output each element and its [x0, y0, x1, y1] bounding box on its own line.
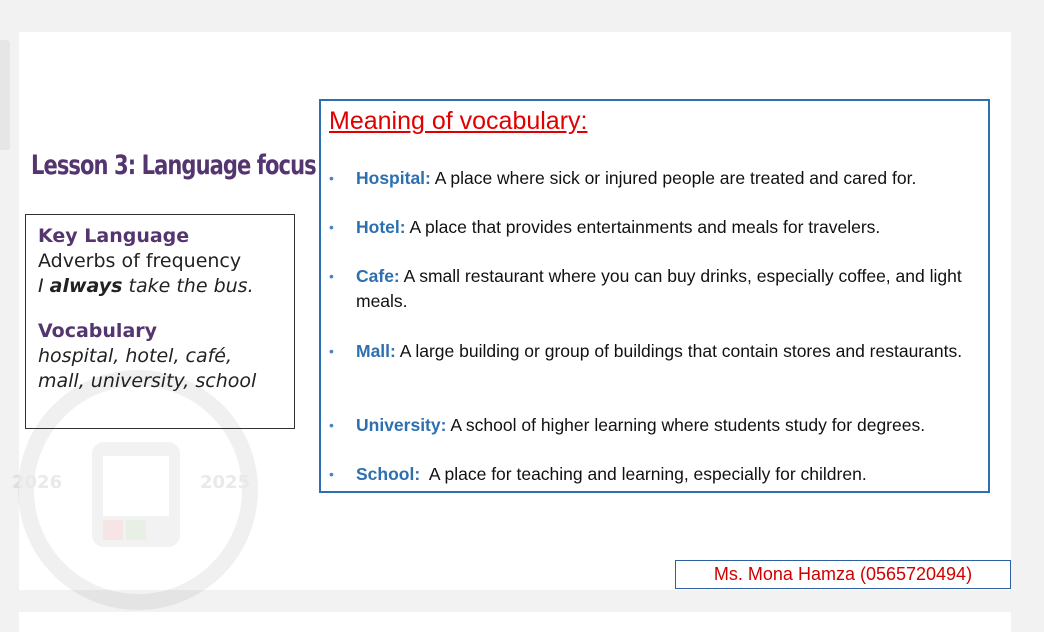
next-slide-preview[interactable] [19, 612, 1011, 632]
watermark-year-right: 2025 [200, 472, 251, 493]
bullet-icon: • [329, 170, 334, 186]
side-scroll-tab[interactable] [0, 40, 10, 150]
vocab-term: Cafe: [356, 266, 400, 286]
vocab-item-cafe [329, 264, 979, 314]
vocab-definition: A small restaurant where you can buy drinks, especially coffee, and light meals. [356, 266, 962, 311]
vocab-item-university [329, 413, 979, 438]
bullet-icon: • [329, 268, 334, 284]
bullet-icon: • [329, 417, 334, 433]
key-language-box [25, 214, 295, 429]
bullet-icon: • [329, 466, 334, 482]
author-credit: Ms. Mona Hamza (0565720494) [675, 560, 1011, 589]
bullet-icon: • [329, 343, 334, 359]
vocabulary-line1: hospital, hotel, café, [38, 345, 233, 367]
vocabulary-meaning-title: Meaning of vocabulary: [329, 107, 588, 135]
vocabulary-line2: mall, university, school [38, 370, 257, 392]
vocab-item-school [329, 462, 979, 487]
vocabulary-heading: Vocabulary [38, 320, 158, 342]
key-language-example: I always take the bus. [38, 275, 254, 297]
key-language-adverb: always [49, 275, 123, 297]
vocab-definition: A school of higher learning where students study for degrees. [446, 415, 926, 435]
vocab-definition: A place that provides entertainments and meals for travelers. [405, 217, 881, 237]
vocab-term: Hotel: [356, 217, 406, 237]
vocab-term: Mall: [356, 341, 396, 361]
vocabulary-meaning-box [319, 99, 990, 493]
vocab-term: School: [356, 464, 421, 484]
vocab-item-hospital [329, 166, 979, 191]
lesson-title: Lesson 3: Language focus [31, 150, 316, 181]
bullet-icon: • [329, 219, 334, 235]
key-language-line1: Adverbs of frequency [38, 250, 242, 272]
vocab-item-mall [329, 339, 979, 364]
vocab-term: University: [356, 415, 447, 435]
watermark-year-left: 2026 [12, 472, 63, 493]
vocab-definition: A large building or group of buildings that contain stores and restaurants. [395, 341, 963, 361]
vocab-item-hotel [329, 215, 979, 240]
key-language-heading: Key Language [38, 225, 190, 247]
vocab-definition: A place for teaching and learning, especially for children. [420, 464, 867, 484]
vocab-definition: A place where sick or injured people are treated and cared for. [430, 168, 917, 188]
vocab-term: Hospital: [356, 168, 431, 188]
